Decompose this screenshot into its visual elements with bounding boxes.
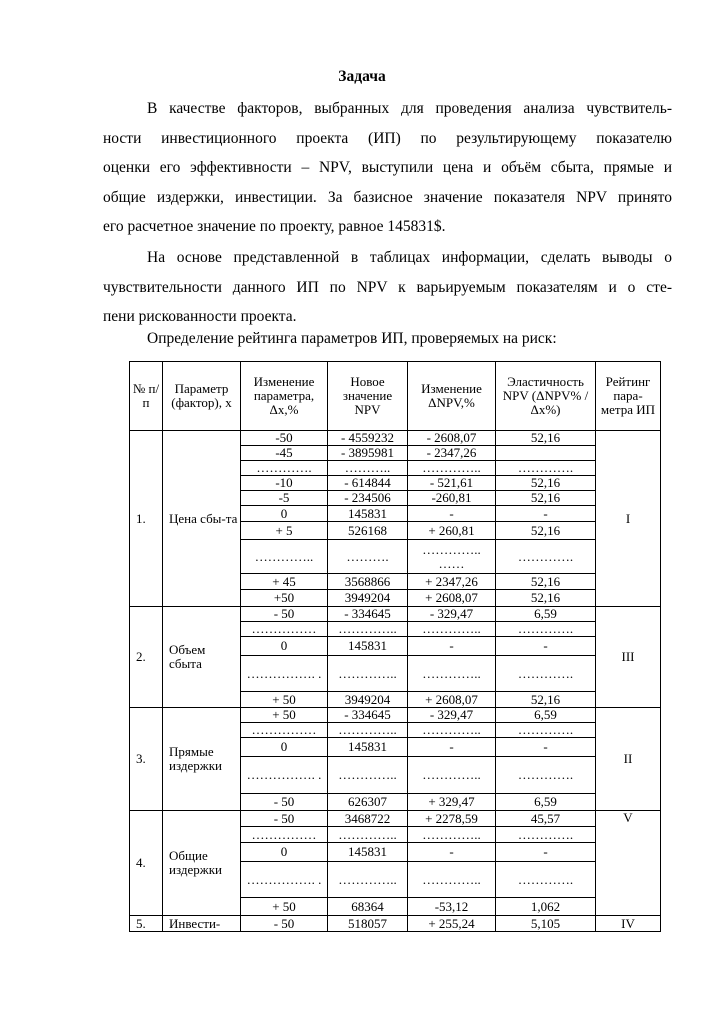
new-npv-cell: …………..: [328, 622, 408, 637]
elasticity-cell: -: [496, 843, 596, 862]
new-npv-cell: …………..: [328, 757, 408, 794]
new-npv-cell: …………..: [328, 656, 408, 692]
header-npv-change: Изменение ΔNPV,%: [408, 362, 496, 431]
new-npv-cell: 518057: [328, 916, 408, 932]
npv-change-cell: - 2608,07: [408, 431, 496, 446]
new-npv-cell: 145831: [328, 637, 408, 656]
parameter-name-cell: Цена сбы-та: [163, 431, 241, 607]
npv-change-cell: …………..: [408, 862, 496, 898]
npv-change-cell: -: [408, 738, 496, 757]
elasticity-cell: ………….: [496, 656, 596, 692]
rating-cell: II: [596, 708, 661, 811]
header-elasticity: Эластичность NPV (ΔNPV% / Δх%): [496, 362, 596, 431]
new-npv-cell: - 334645: [328, 708, 408, 723]
npv-change-cell: ………….. ……: [408, 540, 496, 574]
npv-change-cell: -260,81: [408, 491, 496, 506]
elasticity-cell: -: [496, 506, 596, 522]
npv-change-cell: …………..: [408, 723, 496, 738]
npv-change-cell: + 2608,07: [408, 590, 496, 607]
elasticity-cell: 5,105: [496, 916, 596, 932]
new-npv-cell: ………..: [328, 461, 408, 476]
header-change: Изменение параметра, Δх,%: [241, 362, 328, 431]
param-change-cell: + 50: [241, 708, 328, 723]
param-change-cell: -5: [241, 491, 328, 506]
paragraph-line: ности инвестиционного проекта (ИП) по результирующему показателю: [103, 129, 672, 147]
elasticity-cell: ………….: [496, 827, 596, 843]
row-number-cell: 2.: [130, 607, 163, 708]
new-npv-cell: - 614844: [328, 476, 408, 491]
new-npv-cell: 3468722: [328, 811, 408, 827]
header-parameter: Параметр (фактор), х: [163, 362, 241, 431]
rating-cell: III: [596, 607, 661, 708]
param-change-cell: - 50: [241, 794, 328, 811]
elasticity-cell: ………….: [496, 540, 596, 574]
param-change-cell: - 50: [241, 607, 328, 622]
elasticity-cell: ………….: [496, 461, 596, 476]
new-npv-cell: 145831: [328, 738, 408, 757]
elasticity-cell: 52,16: [496, 692, 596, 708]
npv-change-cell: - 329,47: [408, 708, 496, 723]
table-header-row: [130, 362, 661, 431]
npv-change-cell: - 521,61: [408, 476, 496, 491]
elasticity-cell: 6,59: [496, 794, 596, 811]
npv-change-cell: -: [408, 506, 496, 522]
new-npv-cell: …………..: [328, 723, 408, 738]
new-npv-cell: 145831: [328, 843, 408, 862]
elasticity-cell: ………….: [496, 757, 596, 794]
table-row: [130, 811, 661, 827]
param-change-cell: + 5: [241, 522, 328, 540]
npv-change-cell: …………..: [408, 757, 496, 794]
elasticity-cell: -: [496, 738, 596, 757]
risk-rating-table: [129, 361, 661, 932]
param-change-cell: +50: [241, 590, 328, 607]
elasticity-cell: 45,57: [496, 811, 596, 827]
paragraph-line: оценки его эффективности – NPV, выступили цена и объём сбыта, прямые и: [103, 159, 672, 176]
npv-change-cell: -53,12: [408, 898, 496, 916]
npv-change-cell: + 2347,26: [408, 574, 496, 590]
rating-cell: IV: [596, 916, 661, 932]
paragraph-line: общие издержки, инвестиции. За базисное значение показателя NPV принято: [103, 188, 672, 206]
table-row: [130, 607, 661, 622]
paragraph-line: чувствительности данного ИП по NPV к варьируемым показателям и о сте-: [103, 278, 672, 296]
npv-change-cell: + 2278,59: [408, 811, 496, 827]
new-npv-cell: 68364: [328, 898, 408, 916]
table-row: [130, 916, 661, 932]
param-change-cell: ……………: [241, 723, 328, 738]
row-number-cell: 3.: [130, 708, 163, 811]
new-npv-cell: 526168: [328, 522, 408, 540]
paragraph-line: пени рискованности проекта.: [103, 308, 297, 325]
npv-change-cell: …………..: [408, 827, 496, 843]
npv-change-cell: …………..: [408, 622, 496, 637]
npv-change-cell: - 2347,26: [408, 446, 496, 461]
new-npv-cell: …………..: [328, 862, 408, 898]
param-change-cell: - 50: [241, 916, 328, 932]
elasticity-cell: 6,59: [496, 607, 596, 622]
task-title: Задача: [338, 68, 386, 85]
param-change-cell: ……………: [241, 827, 328, 843]
new-npv-cell: ……….: [328, 540, 408, 574]
new-npv-cell: - 3895981: [328, 446, 408, 461]
rating-cell: V: [596, 811, 661, 916]
param-change-cell: 0: [241, 843, 328, 862]
param-change-cell: -10: [241, 476, 328, 491]
new-npv-cell: - 234506: [328, 491, 408, 506]
param-change-cell: ……………. .: [241, 656, 328, 692]
param-change-cell: + 50: [241, 692, 328, 708]
table-row: [130, 431, 661, 446]
parameter-name-cell: Прямые издержки: [163, 708, 241, 811]
paragraph-line: На основе представленной в таблицах информации, сделать выводы о: [147, 249, 672, 266]
param-change-cell: ……………. .: [241, 757, 328, 794]
row-number-cell: 4.: [130, 811, 163, 916]
elasticity-cell: ………….: [496, 723, 596, 738]
rating-cell: I: [596, 431, 661, 607]
elasticity-cell: 52,16: [496, 590, 596, 607]
npv-change-cell: …………..: [408, 656, 496, 692]
paragraph-line: В качестве факторов, выбранных для проведения анализа чувствитель-: [147, 100, 672, 117]
paragraph-instruction: [103, 243, 672, 332]
parameter-name-cell: Общие издержки: [163, 811, 241, 916]
header-rating: Рейтинг пара-метра ИП: [596, 362, 661, 431]
param-change-cell: 0: [241, 738, 328, 757]
param-change-cell: ………….: [241, 461, 328, 476]
new-npv-cell: 626307: [328, 794, 408, 811]
param-change-cell: …………..: [241, 540, 328, 574]
npv-change-cell: + 255,24: [408, 916, 496, 932]
param-change-cell: + 45: [241, 574, 328, 590]
npv-change-cell: -: [408, 637, 496, 656]
new-npv-cell: 3949204: [328, 692, 408, 708]
npv-change-cell: + 260,81: [408, 522, 496, 540]
row-number-cell: 5.: [130, 916, 163, 932]
new-npv-cell: 3949204: [328, 590, 408, 607]
new-npv-cell: 3568866: [328, 574, 408, 590]
elasticity-cell: 6,59: [496, 708, 596, 723]
param-change-cell: -50: [241, 431, 328, 446]
new-npv-cell: 145831: [328, 506, 408, 522]
param-change-cell: -45: [241, 446, 328, 461]
header-new-npv: Новое значение NPV: [328, 362, 408, 431]
elasticity-cell: 52,16: [496, 476, 596, 491]
new-npv-cell: - 4559232: [328, 431, 408, 446]
npv-change-cell: -: [408, 843, 496, 862]
elasticity-cell: ………….: [496, 862, 596, 898]
param-change-cell: + 50: [241, 898, 328, 916]
npv-change-cell: - 329,47: [408, 607, 496, 622]
param-change-cell: ……………: [241, 622, 328, 637]
new-npv-cell: - 334645: [328, 607, 408, 622]
elasticity-cell: [496, 446, 596, 461]
header-number: № п/п: [130, 362, 163, 431]
elasticity-cell: ………….: [496, 622, 596, 637]
paragraph-line: его расчетное значение по проекту, равное 145831$.: [103, 218, 446, 235]
elasticity-cell: -: [496, 637, 596, 656]
param-change-cell: 0: [241, 506, 328, 522]
parameter-name-cell: Инвести-: [163, 916, 241, 932]
npv-change-cell: + 329,47: [408, 794, 496, 811]
elasticity-cell: 52,16: [496, 431, 596, 446]
table-row: [130, 708, 661, 723]
elasticity-cell: 52,16: [496, 491, 596, 506]
parameter-name-cell: Объем сбыта: [163, 607, 241, 708]
npv-change-cell: + 2608,07: [408, 692, 496, 708]
param-change-cell: ……………. .: [241, 862, 328, 898]
elasticity-cell: 52,16: [496, 522, 596, 540]
row-number-cell: 1.: [130, 431, 163, 607]
elasticity-cell: 52,16: [496, 574, 596, 590]
param-change-cell: 0: [241, 637, 328, 656]
npv-change-cell: …………..: [408, 461, 496, 476]
new-npv-cell: …………..: [328, 827, 408, 843]
table-caption: Определение рейтинга параметров ИП, проверяемых на риск:: [147, 330, 557, 347]
paragraph-intro: [103, 94, 672, 242]
elasticity-cell: 1,062: [496, 898, 596, 916]
param-change-cell: - 50: [241, 811, 328, 827]
